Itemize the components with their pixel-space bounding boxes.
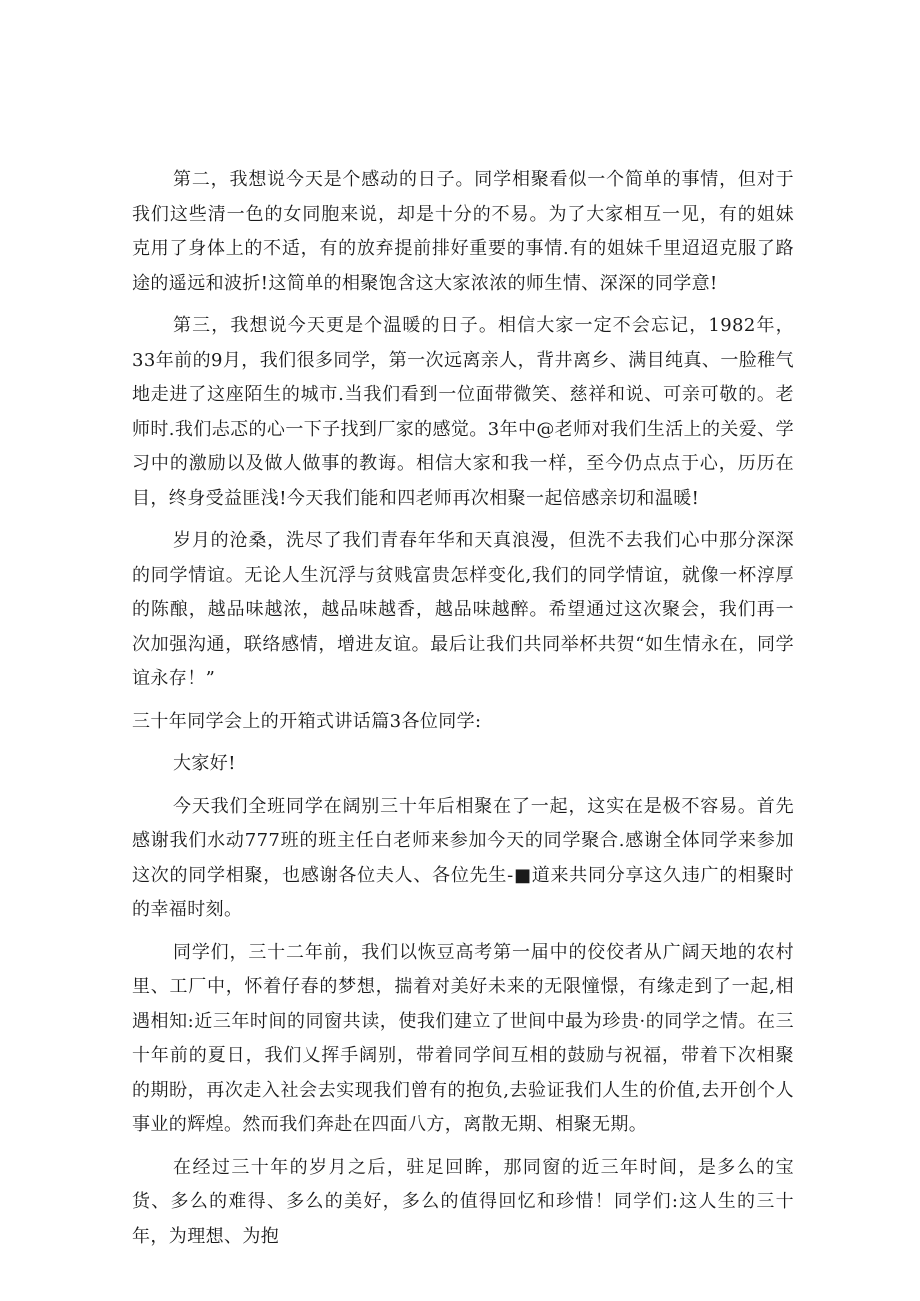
paragraph-years: 岁月的沧桑，洗尽了我们青春年华和天真浪漫，但洗不去我们心中那分深深的同学情谊。无论人生沉浮与贫贱富贵怎样变化,我们的同学情谊，就像一杯淳厚的陈酿，越品味越浓，越品味越香，越品味越醉。希望通过这次聚会，我们再一次加强沟通，联络感情，增进友谊。最后让我们共同举杯共贺“如生情永在，同学谊永存！” xyxy=(132,530,794,689)
paragraph-second: 第二，我想说今天是个感动的日子。同学相聚看似一个简单的事情，但对于我们这些清一色的女同胞来说，却是十分的不易。为了大家相互一见，有的姐妹克用了身体上的不适，有的放弃提前排好重要的事情.有的姐妹千里迢迢克服了路途的遥远和波折!这简单的相聚饱含这大家浓浓的师生情、深深的同学意! xyxy=(132,169,794,294)
paragraph-thirty-years: 在经过三十年的岁月之后，驻足回眸，那同窗的近三年时间，是多么的宝货、多么的难得、多么的美好，多么的值得回忆和珍惜！同学们:这人生的三十年，为理想、为抱 xyxy=(132,1156,794,1247)
paragraph-classmates: 同学们，三十二年前，我们以恢豆高考第一届中的佼佼者从广阔天地的农村里、工厂中，怀着仔春的梦想，揣着对美好未来的无限憧憬，有缘走到了一起,相遇相知:近三年时间的同窗共读，使我们建立了世间中最为珍贵·的同学之情。在三十年前的夏日，我们乂挥手阔别，带着同学间互相的鼓励与祝福，带着下次相聚的期盼，再次走入社会去实现我们曾有的抱负,去验证我们人生的价值,去开创个人事业的辉煌。然而我们奔赴在四面八方，离散无期、相聚无期。 xyxy=(132,941,794,1135)
paragraph-today: 今天我们全班同学在阔别三十年后相聚在了一起，这实在是极不容易。首先感谢我们水动777班的班主任白老师来参加今天的同学聚合.感谢全体同学来参加这次的同学相聚，也感谢各位夫人、各位先生-■道来共同分享这久违广的相聚时的幸福时刻。 xyxy=(132,795,794,920)
paragraph-third: 第三，我想说今天更是个温暖的日子。相信大家一定不会忘记，1982年，33年前的9月，我们很多同学，第一次远离亲人，背井离乡、满目纯真、一脸稚气地走进了这座陌生的城市.当我们看到一位面带微笑、慈祥和说、可亲可敬的。老师时.我们忐忑的心一下子找到厂家的感觉。3年中@老师对我们生活上的关爱、学习中的激励以及做人做事的教诲。相信大家和我一样，至今仍点点于心，历历在目，终身受益匪浅!今天我们能和四老师再次相聚一起倍感亲切和温暖! xyxy=(132,315,794,509)
greeting: 大家好! xyxy=(173,753,236,774)
section-heading: 三十年同学会上的开箱式讲话篇3各位同学: xyxy=(132,710,482,732)
document-body xyxy=(132,163,794,1262)
